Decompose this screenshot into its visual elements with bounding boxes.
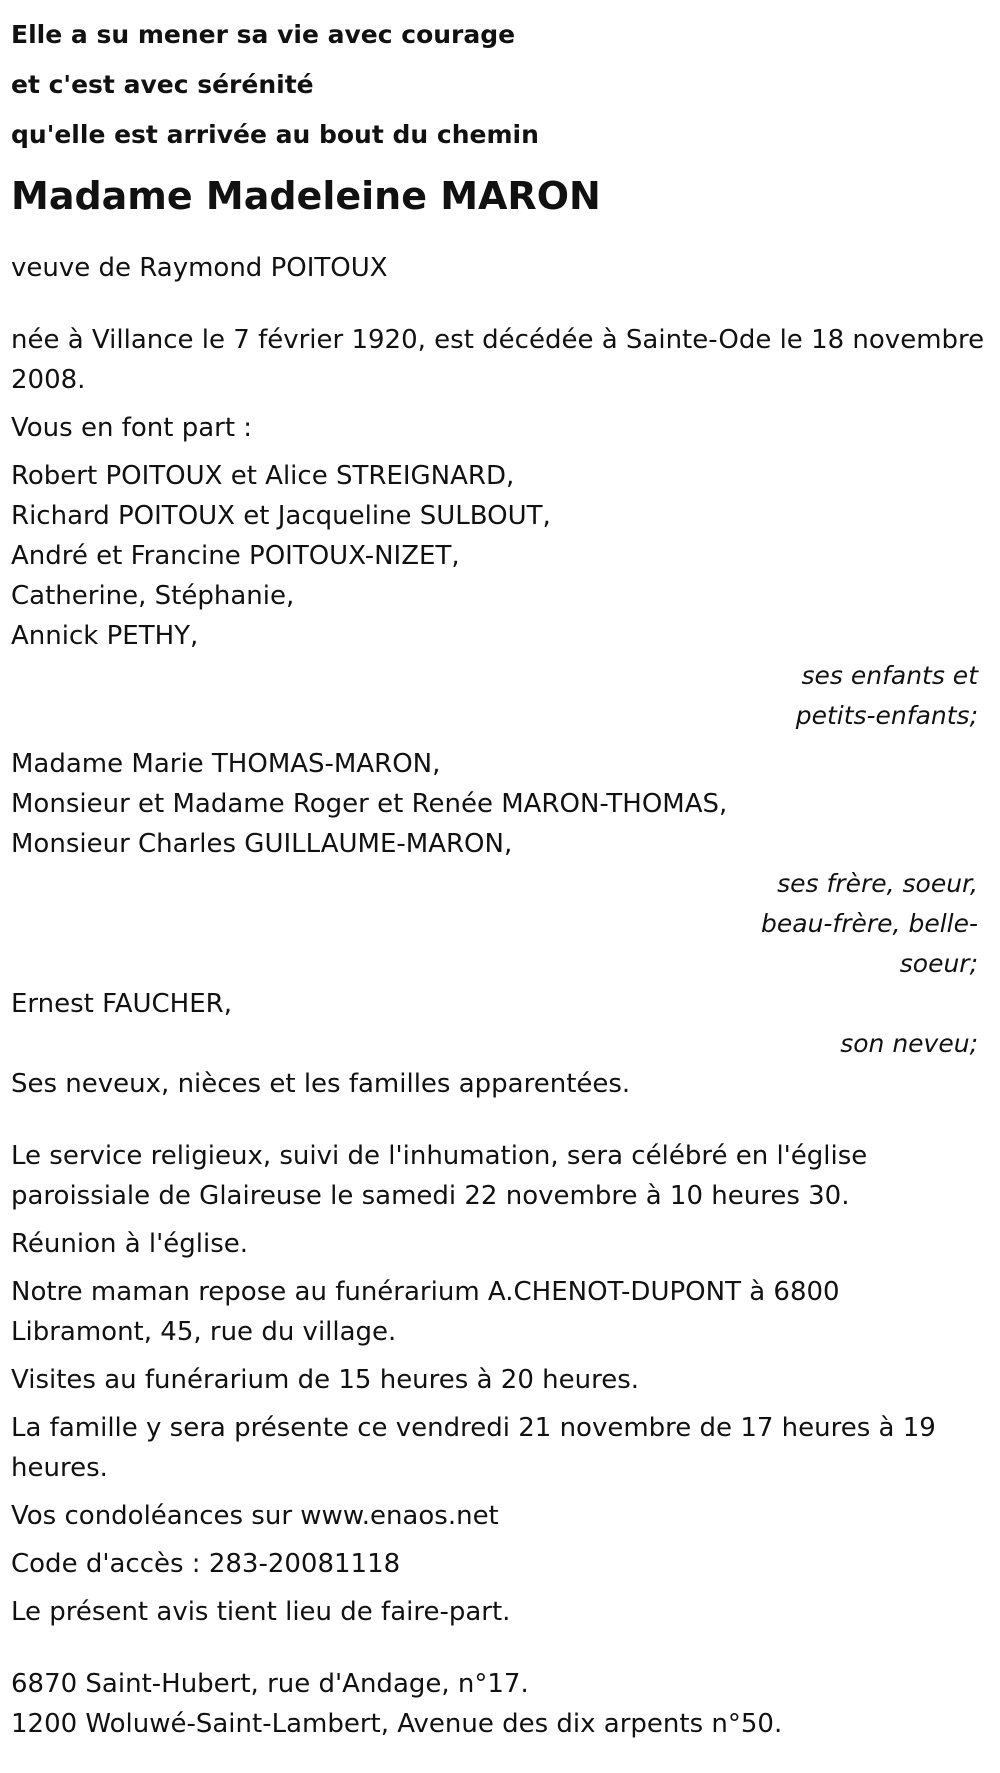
list-item: Madame Marie THOMAS-MARON,: [11, 749, 441, 779]
relation-line: soeur;: [899, 949, 978, 978]
list-item: Annick PETHY,: [11, 621, 199, 651]
widow-of: veuve de Raymond POITOUX: [11, 253, 388, 283]
visiting-hours: Visites au funérarium de 15 heures à 20 heures.: [11, 1365, 640, 1395]
birth-death-statement: née à Villance le 7 février 1920, est décédée à Sainte-Ode le 18 novembre 2008.: [11, 325, 985, 395]
notice-statement: Le présent avis tient lieu de faire-part.: [11, 1597, 511, 1627]
deceased-name: Madame Madeleine MARON: [11, 174, 601, 218]
relation-line: beau-frère, belle-: [761, 909, 978, 938]
ceremony-details: Le service religieux, suivi de l'inhumation, sera célébré en l'église paroissiale de Glaireuse le samedi 22 novembre à 10 heures 30.: [11, 1141, 868, 1211]
address-line: 6870 Saint-Hubert, rue d'Andage, n°17.: [11, 1669, 529, 1699]
nephew-name: Ernest FAUCHER,: [11, 989, 232, 1019]
address-line: 1200 Woluwé-Saint-Lambert, Avenue des dix arpents n°50.: [11, 1709, 783, 1739]
epigraph: [11, 10, 989, 160]
epigraph-line: qu'elle est arrivée au bout du chemin: [11, 120, 539, 149]
extended-family: Ses neveux, nièces et les familles apparentées.: [11, 1069, 631, 1099]
list-item: André et Francine POITOUX-NIZET,: [11, 541, 460, 571]
siblings-list: [11, 744, 989, 864]
addresses: [11, 1664, 989, 1744]
meeting-place: Réunion à l'église.: [11, 1229, 249, 1259]
relation-line: ses frère, soeur,: [777, 869, 978, 898]
nephew-relation: son neveu;: [840, 1029, 978, 1058]
condolences-site: Vos condoléances sur www.enaos.net: [11, 1501, 499, 1531]
list-item: Robert POITOUX et Alice STREIGNARD,: [11, 461, 515, 491]
list-item: Monsieur Charles GUILLAUME-MARON,: [11, 829, 513, 859]
epigraph-line: Elle a su mener sa vie avec courage: [11, 20, 516, 49]
announcement-intro: Vous en font part :: [11, 413, 253, 443]
list-item: Catherine, Stéphanie,: [11, 581, 295, 611]
relation-line: ses enfants et: [801, 661, 978, 690]
list-item: Monsieur et Madame Roger et Renée MARON-THOMAS,: [11, 789, 728, 819]
funerarium-rest: Notre maman repose au funérarium A.CHENOT-DUPONT à 6800 Libramont, 45, rue du village.: [11, 1277, 840, 1347]
relation-line: petits-enfants;: [795, 701, 978, 730]
siblings-relation: [748, 864, 978, 984]
obituary-page: [0, 10, 1000, 1773]
family-presence: La famille y sera présente ce vendredi 21 novembre de 17 heures à 19 heures.: [11, 1413, 936, 1483]
children-list: [11, 456, 989, 656]
access-code: Code d'accès : 283-20081118: [11, 1549, 401, 1579]
children-relation: [758, 656, 978, 736]
list-item: Richard POITOUX et Jacqueline SULBOUT,: [11, 501, 551, 531]
epigraph-line: et c'est avec sérénité: [11, 70, 314, 99]
